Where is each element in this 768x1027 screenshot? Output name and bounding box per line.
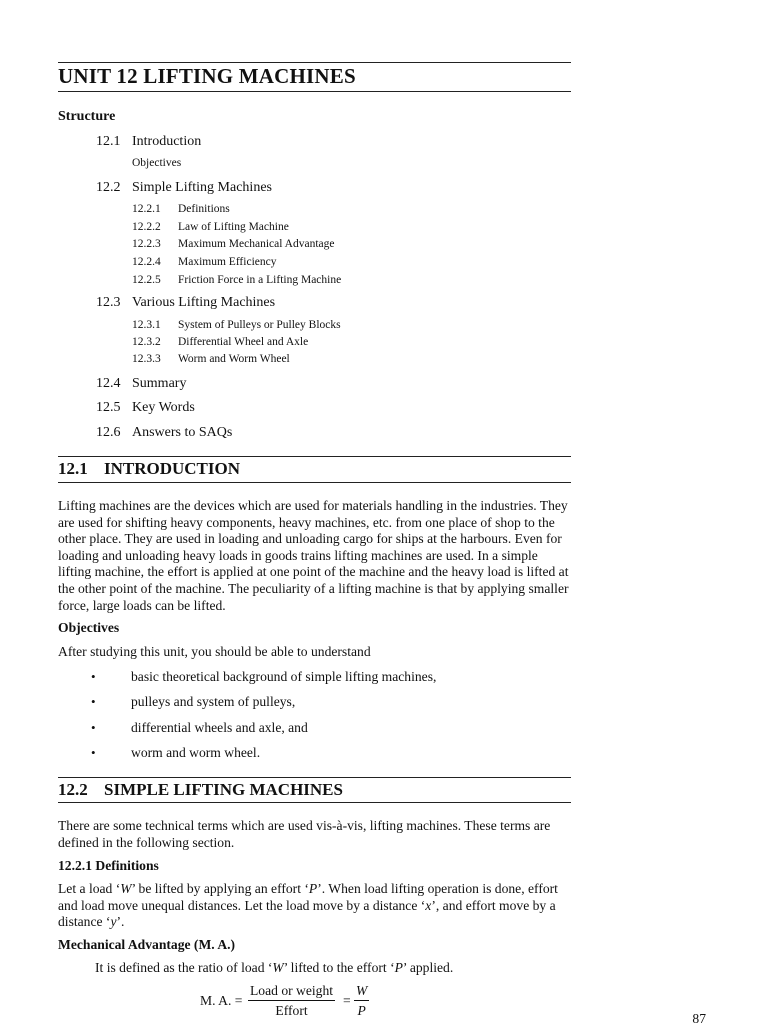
section-title: SIMPLE LIFTING MACHINES bbox=[104, 780, 343, 799]
section-number: 12.2 bbox=[58, 780, 88, 799]
objectives-heading: Objectives bbox=[58, 620, 120, 635]
toc-subitem bbox=[132, 319, 341, 331]
toc-item bbox=[96, 376, 186, 392]
toc-subitem-number: 12.2.5 bbox=[132, 274, 161, 286]
title-bottom-rule bbox=[58, 91, 571, 92]
objective-bullet: pulleys and system of pulleys, bbox=[131, 694, 296, 709]
toc-item-title: Simple Lifting Machines bbox=[132, 180, 272, 195]
toc-item-number: 12.2 bbox=[96, 180, 121, 195]
section-heading-simple-lifting-machines bbox=[58, 780, 343, 800]
mechanical-advantage-heading: Mechanical Advantage (M. A.) bbox=[58, 937, 236, 952]
toc-subitem bbox=[132, 256, 276, 268]
toc-item bbox=[96, 134, 201, 150]
toc-subitem-number: 12.3.1 bbox=[132, 319, 161, 331]
toc-subitem-title: Maximum Mechanical Advantage bbox=[178, 238, 335, 250]
objectives-intro: After studying this unit, you should be able to understand bbox=[58, 644, 371, 659]
toc-item bbox=[96, 425, 232, 441]
toc-subitem-title: Definitions bbox=[178, 203, 230, 215]
unit-title: UNIT 12 LIFTING MACHINES bbox=[58, 64, 356, 88]
toc-subitem-number: 12.2.4 bbox=[132, 256, 161, 268]
structure-heading: Structure bbox=[58, 109, 116, 124]
toc-subitem-number: 12.3.2 bbox=[132, 336, 161, 348]
toc-subitem-title: Maximum Efficiency bbox=[178, 256, 277, 268]
toc-subitem bbox=[132, 353, 290, 365]
bullet-icon: • bbox=[91, 745, 96, 760]
page-number: 87 bbox=[692, 1011, 706, 1026]
formula-denominator: Effort bbox=[275, 1003, 308, 1018]
toc-subitem bbox=[132, 336, 308, 348]
introduction-paragraph bbox=[58, 498, 573, 614]
toc-item bbox=[96, 295, 275, 311]
formula-lhs: M. A. = bbox=[200, 993, 243, 1008]
toc-subitem-number: 12.2.1 bbox=[132, 203, 161, 215]
introduction-text: Lifting machines are the devices which are used for materials handling in the industries. They are used for shifting heavy components, heavy machines, etc. from one place of shop to the other place. They are used in loading and unloading cargo for ships at the harbours. Even for loading and unloading heavy loads in goods trains lifting machines are used. In a simple lifting machine, the effort is applied at one point of the machine and the heavy load is lifted at the other point of the machine. The peculiarity of a lifting machine is that by applying smaller force, large loads can be lifted. bbox=[58, 498, 569, 613]
toc-item-number: 12.1 bbox=[96, 134, 121, 149]
toc-subitem-title: Friction Force in a Lifting Machine bbox=[178, 274, 342, 286]
formula-numerator: W bbox=[354, 983, 369, 1001]
bullet-icon: • bbox=[91, 669, 96, 684]
toc-item bbox=[96, 180, 272, 196]
toc-item-title: Answers to SAQs bbox=[132, 425, 233, 440]
toc-item-number: 12.6 bbox=[96, 425, 121, 440]
toc-subitem-title: System of Pulleys or Pulley Blocks bbox=[178, 319, 341, 331]
toc-subitem bbox=[132, 203, 230, 215]
objective-bullet: differential wheels and axle, and bbox=[131, 720, 308, 735]
toc-item-number: 12.3 bbox=[96, 295, 121, 310]
section-heading-introduction bbox=[58, 459, 240, 479]
toc-subitem-title: Worm and Worm Wheel bbox=[178, 353, 290, 365]
definitions-paragraph bbox=[58, 881, 573, 931]
toc-subitem-number: 12.3.3 bbox=[132, 353, 161, 365]
definitions-text: Let a load ‘W’ be lifted by applying an effort ‘P’. When load lifting operation is done, effort and load move unequal distances. Let the load move by a distance ‘x’, and effort move by a distance ‘y’. bbox=[58, 881, 558, 930]
formula-fraction-symbols bbox=[354, 983, 369, 1019]
toc-subitem-number: 12.2.3 bbox=[132, 238, 161, 250]
section2-intro-text: There are some technical terms which are used vis-à-vis, lifting machines. These terms are defined in the following section. bbox=[58, 818, 551, 850]
objective-bullet: worm and worm wheel. bbox=[131, 745, 261, 760]
section-top-rule bbox=[58, 456, 571, 457]
section2-intro bbox=[58, 818, 573, 851]
toc-item-note: Objectives bbox=[132, 157, 182, 169]
section-bottom-rule bbox=[58, 802, 571, 803]
toc-subitem bbox=[132, 238, 334, 250]
toc-item bbox=[96, 400, 195, 416]
formula-fraction-words bbox=[248, 983, 335, 1019]
formula-equals: = bbox=[343, 993, 351, 1008]
toc-subitem bbox=[132, 274, 341, 286]
formula-numerator: Load or weight bbox=[248, 983, 335, 1001]
section-title: INTRODUCTION bbox=[104, 459, 241, 478]
toc-item-title: Introduction bbox=[132, 134, 202, 149]
objective-bullet: basic theoretical background of simple lifting machines, bbox=[131, 669, 437, 684]
toc-item-title: Various Lifting Machines bbox=[132, 295, 276, 310]
bullet-icon: • bbox=[91, 694, 96, 709]
toc-item-number: 12.5 bbox=[96, 400, 121, 415]
definitions-heading: 12.2.1 Definitions bbox=[58, 858, 159, 873]
toc-subitem bbox=[132, 221, 289, 233]
section-number: 12.1 bbox=[58, 459, 88, 478]
toc-subitem-title: Law of Lifting Machine bbox=[178, 221, 289, 233]
toc-item-title: Key Words bbox=[132, 400, 195, 415]
toc-item-number: 12.4 bbox=[96, 376, 121, 391]
toc-item-title: Summary bbox=[132, 376, 187, 391]
mechanical-advantage-definition: It is defined as the ratio of load ‘W’ lifted to the effort ‘P’ applied. bbox=[95, 960, 454, 975]
mechanical-advantage-formula bbox=[200, 983, 380, 1019]
toc-subitem-number: 12.2.2 bbox=[132, 221, 161, 233]
toc-subitem-title: Differential Wheel and Axle bbox=[178, 336, 309, 348]
formula-denominator: P bbox=[357, 1003, 366, 1018]
section-bottom-rule bbox=[58, 482, 571, 483]
title-top-rule bbox=[58, 62, 571, 63]
bullet-icon: • bbox=[91, 720, 96, 735]
section-top-rule bbox=[58, 777, 571, 778]
